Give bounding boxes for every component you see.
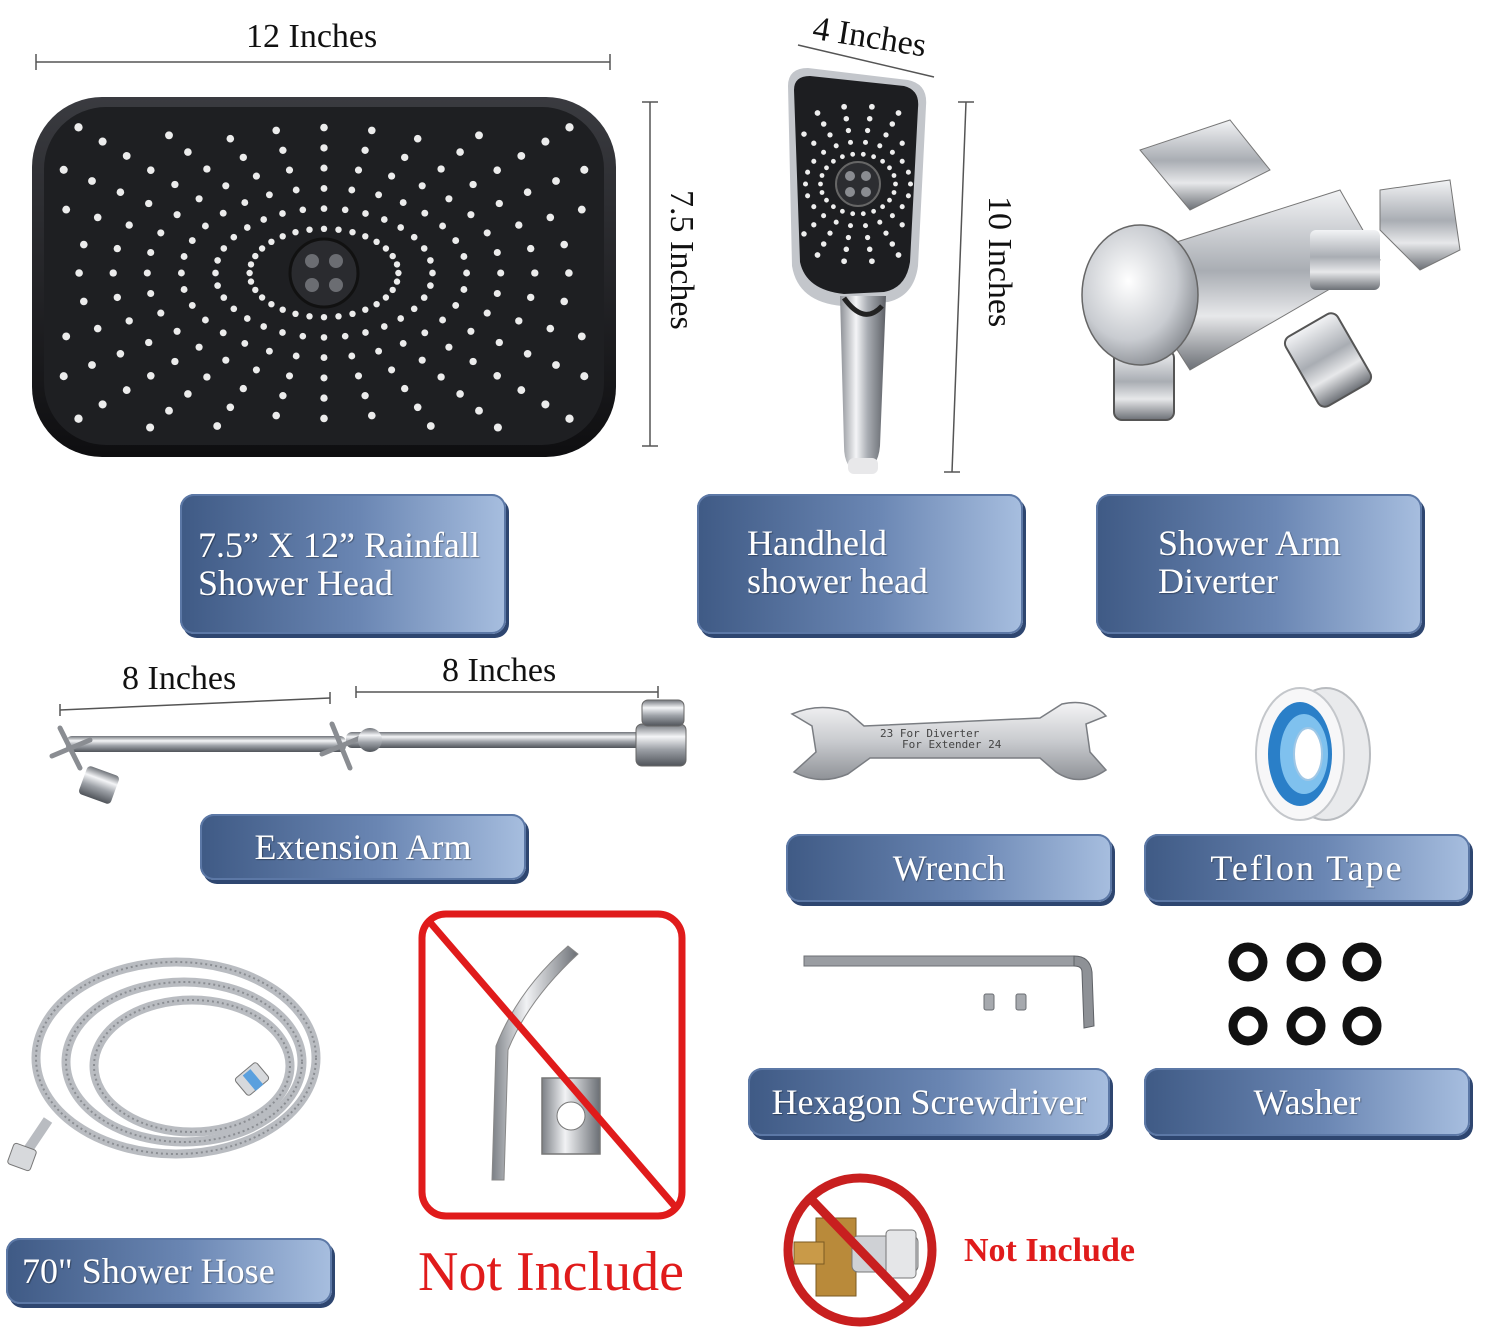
valve-not-included-text: Not Include [964,1232,1135,1269]
shower-hose-image [8,950,328,1180]
shower-arm-not-included-image [418,910,688,1220]
wrench-image [790,700,1120,790]
handheld-length-label: 10 Inches [981,196,1018,328]
arm-right-length-label: 8 Inches [442,652,557,689]
rainfall-label-line1: 7.5” X 12” Rainfall [198,525,480,565]
washer-image [1226,940,1396,1050]
extension-arm-image [46,694,706,814]
extension-arm-label: Extension Arm [200,814,526,880]
washer-label: Washer [1144,1068,1470,1136]
hexagon-screwdriver-label: Hexagon Screwdriver [748,1068,1110,1136]
valve-not-included-image [782,1172,942,1328]
wrench-stamp-line1: 23 For Diverter [880,727,980,740]
teflon-tape-label: Teflon Tape [1144,834,1470,902]
wrench-stamp-line2: For Extender 24 [902,738,1002,751]
diverter-label-line1: Shower Arm [1158,523,1341,563]
shower-arm-not-included-text: Not Include [418,1241,684,1303]
diverter-label-line2: Diverter [1158,561,1278,601]
handheld-width-label: 4 Inches [810,10,929,65]
hexagon-screwdriver-image [800,950,1110,1040]
handheld-label-line1: Handheld [747,523,887,563]
arm-left-length-label: 8 Inches [122,660,237,697]
rainfall-height-label: 7.5 Inches [663,190,700,330]
handheld-label-line2: shower head [747,561,928,601]
rainfall-label-line2: Shower Head [198,563,393,603]
rainfall-width-label: 12 Inches [246,18,378,55]
shower-hose-label: 70" Shower Hose [6,1238,332,1304]
wrench-label: Wrench [786,834,1112,902]
teflon-tape-image [1248,684,1378,824]
